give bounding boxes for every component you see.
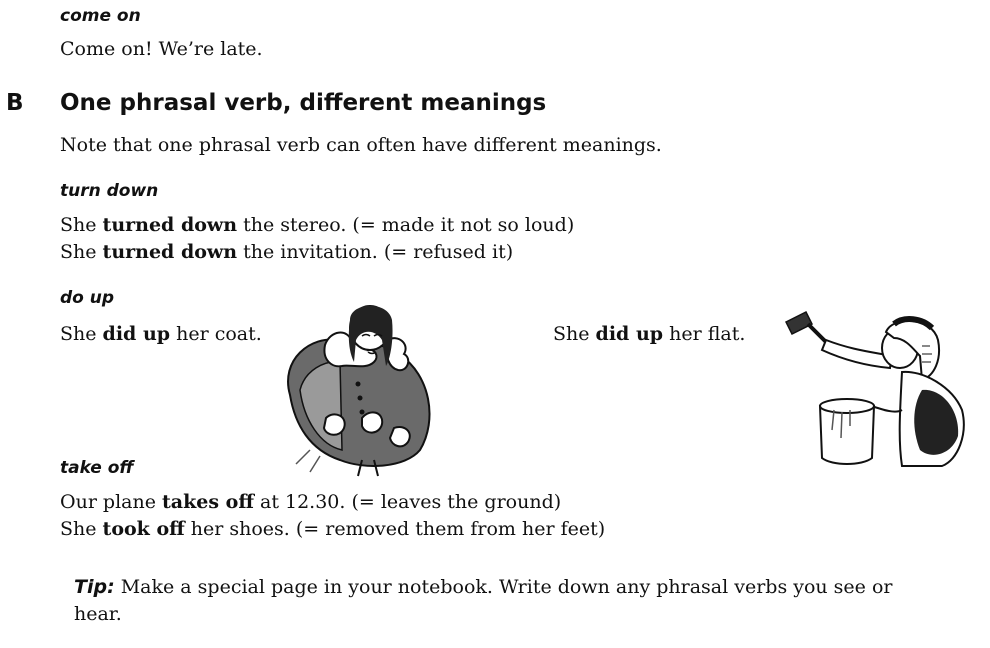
- phrasal-verb: turned down: [102, 241, 238, 263]
- tip-text: Make a special page in your notebook. Write down any phrasal verbs you see or: [114, 576, 893, 598]
- phrasal-verb: did up: [595, 323, 664, 345]
- phrasal-verb: took off: [102, 518, 185, 540]
- phrasal-verb: takes off: [162, 491, 254, 513]
- tip-line-1: [74, 574, 892, 601]
- tip-line-2: hear.: [74, 603, 122, 625]
- phrasal-verb-label-come-on: come on: [60, 6, 141, 26]
- example-do-up-flat: She did up her flat.: [553, 323, 746, 345]
- phrasal-verb-label-turn-down: turn down: [60, 181, 159, 201]
- phrasal-verb-label-do-up: do up: [60, 288, 115, 308]
- phrasal-verb: turned down: [102, 214, 238, 236]
- phrasal-verb: did up: [102, 323, 171, 345]
- illustration-woman-painting: [782, 310, 972, 470]
- tip-label: Tip:: [74, 576, 115, 598]
- phrasal-verb-label-take-off: take off: [60, 458, 134, 478]
- example-turn-down-1: She turned down the stereo. (= made it not so loud): [60, 214, 575, 236]
- example-take-off-2: She took off her shoes. (= removed them from her feet): [60, 518, 606, 540]
- section-intro: Note that one phrasal verb can often have different meanings.: [60, 134, 662, 156]
- section-title: One phrasal verb, different meanings: [60, 90, 547, 116]
- example-take-off-1: Our plane takes off at 12.30. (= leaves the ground): [60, 491, 562, 513]
- section-letter: B: [6, 90, 24, 116]
- example-do-up-coat: She did up her coat.: [60, 323, 262, 345]
- example-turn-down-2: She turned down the invitation. (= refused it): [60, 241, 514, 263]
- example-come-on: Come on! We’re late.: [60, 38, 263, 60]
- illustration-woman-coat: [270, 300, 450, 478]
